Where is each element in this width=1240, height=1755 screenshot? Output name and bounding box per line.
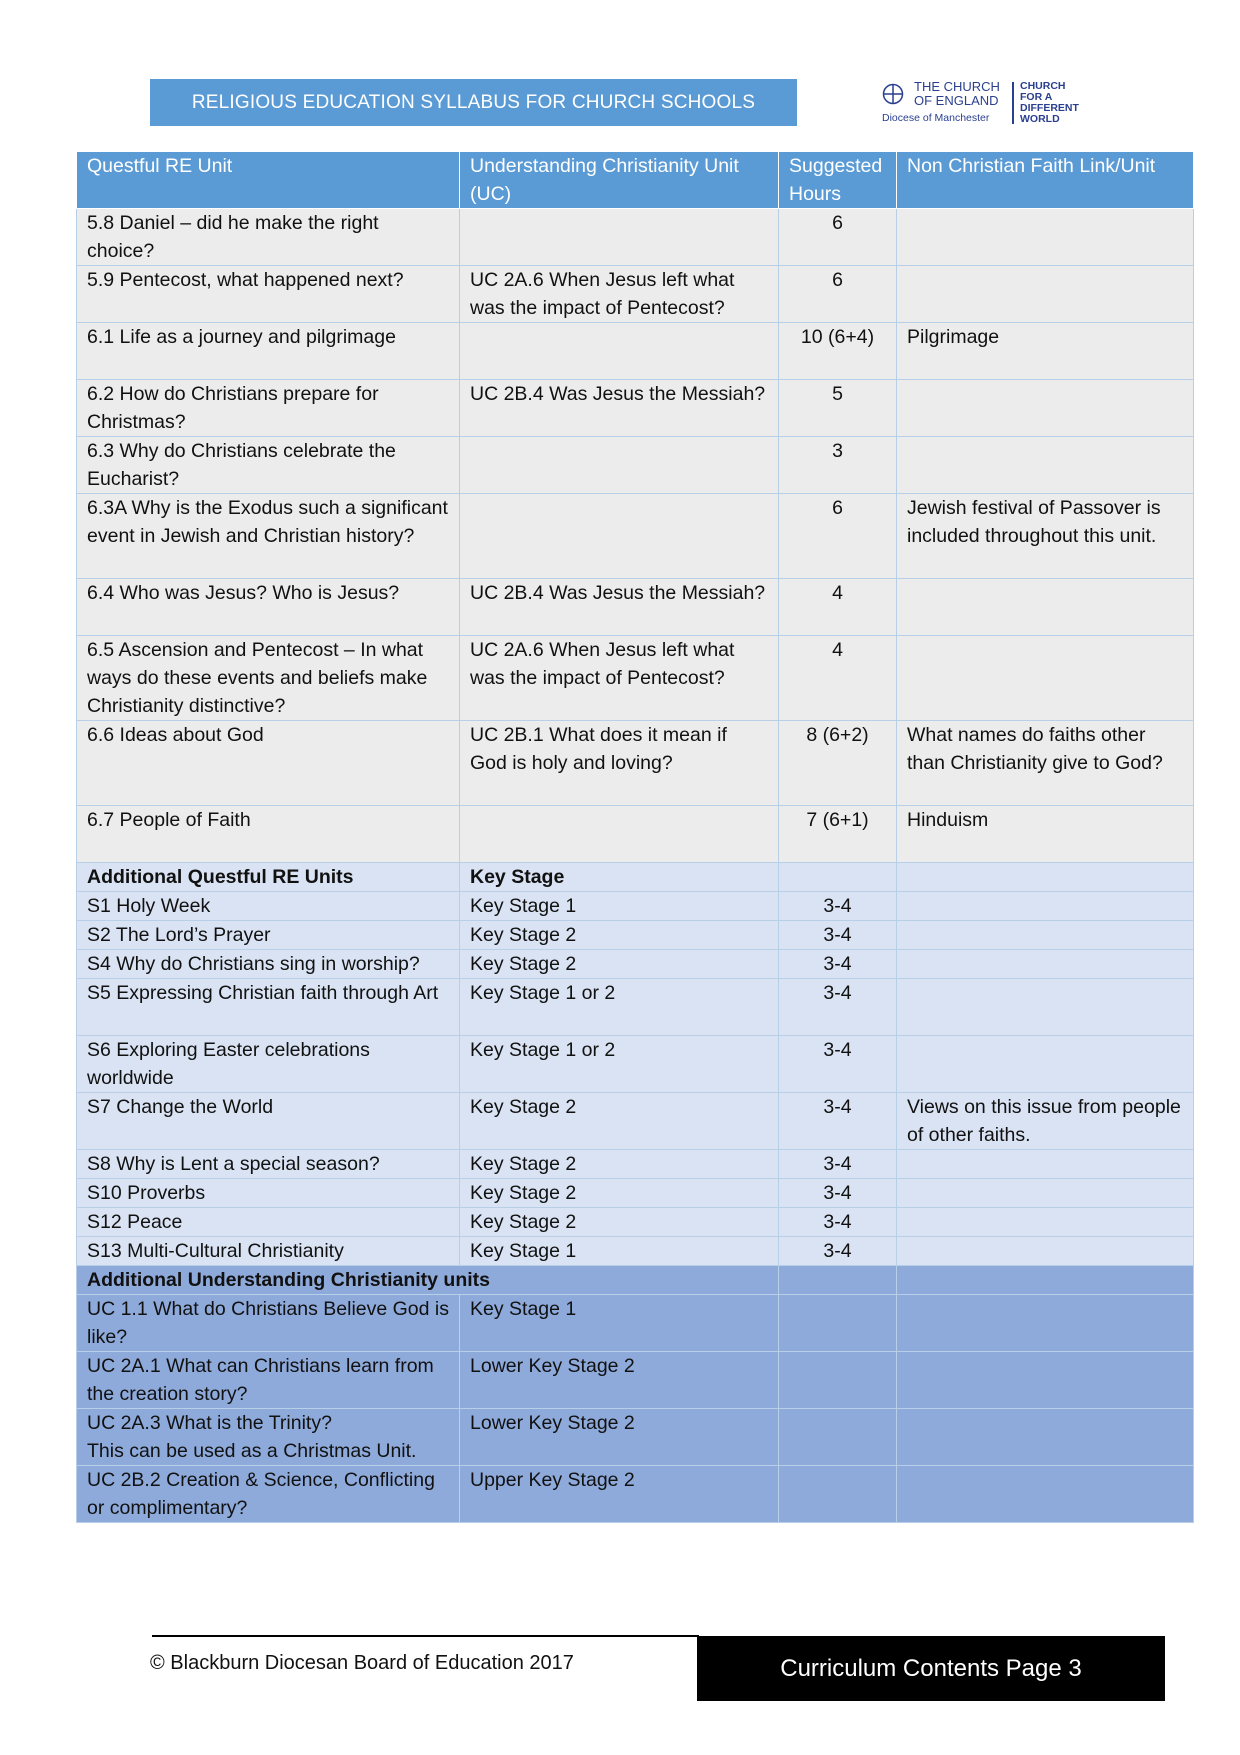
footer-page-label: [697, 1636, 1165, 1701]
unit-cell: 6.2 How do Christians prepare for Christmas?: [77, 380, 460, 437]
section-heading-row: [77, 863, 1194, 892]
unit-cell: S1 Holy Week: [77, 892, 460, 921]
table-row: [77, 1179, 1194, 1208]
hours-cell: 5: [779, 380, 897, 437]
faith-link-cell: [897, 950, 1194, 979]
unit-cell: 6.7 People of Faith: [77, 806, 460, 863]
hours-cell: 3-4: [779, 1179, 897, 1208]
unit-cell: S8 Why is Lent a special season?: [77, 1150, 460, 1179]
church-of-england-text: [914, 80, 1000, 108]
table-row: [77, 1150, 1194, 1179]
table-row: [77, 579, 1194, 636]
unit-title: UC 2A.3 What is the Trinity?: [87, 1412, 332, 1434]
table-row: [77, 1466, 1194, 1523]
table-row: [77, 380, 1194, 437]
unit-cell: 6.5 Ascension and Pentecost – In what ways do these events and beliefs make Christianity distinctive?: [77, 636, 460, 721]
hours-cell: 3: [779, 437, 897, 494]
church-for-a-different-world-text: [1020, 81, 1079, 125]
table-row: [77, 209, 1194, 266]
key-stage-cell: Key Stage 2: [460, 950, 779, 979]
uc-cell: UC 2B.4 Was Jesus the Messiah?: [460, 579, 779, 636]
faith-link-cell: Views on this issue from people of other faiths.: [897, 1093, 1194, 1150]
curriculum-table: [76, 151, 1194, 1523]
unit-cell: S5 Expressing Christian faith through Art: [77, 979, 460, 1036]
faith-link-cell: Jewish festival of Passover is included throughout this unit.: [897, 494, 1194, 579]
unit-cell: 5.9 Pentecost, what happened next?: [77, 266, 460, 323]
unit-cell: S12 Peace: [77, 1208, 460, 1237]
table-row: [77, 636, 1194, 721]
church-cross-icon: [882, 83, 904, 105]
table-row: [77, 1208, 1194, 1237]
unit-cell: 5.8 Daniel – did he make the right choice?: [77, 209, 460, 266]
unit-cell: S13 Multi-Cultural Christianity: [77, 1237, 460, 1266]
uc-cell: UC 2B.4 Was Jesus the Messiah?: [460, 380, 779, 437]
unit-cell: 6.3A Why is the Exodus such a significant event in Jewish and Christian history?: [77, 494, 460, 579]
footer-copyright: © Blackburn Diocesan Board of Education 2017: [150, 1652, 574, 1674]
hours-cell: 6: [779, 494, 897, 579]
faith-link-cell: [897, 266, 1194, 323]
section-heading-key-stage: Key Stage: [460, 863, 779, 892]
key-stage-cell: Key Stage 2: [460, 1179, 779, 1208]
table-row: [77, 1036, 1194, 1093]
faith-link-cell: [897, 1237, 1194, 1266]
unit-cell: 6.3 Why do Christians celebrate the Eucharist?: [77, 437, 460, 494]
unit-note: This can be used as a Christmas Unit.: [87, 1440, 417, 1462]
table-row: [77, 1295, 1194, 1352]
empty-cell: [779, 1409, 897, 1466]
uc-cell: UC 2B.1 What does it mean if God is holy and loving?: [460, 721, 779, 806]
unit-cell: S7 Change the World: [77, 1093, 460, 1150]
unit-cell: S2 The Lord’s Prayer: [77, 921, 460, 950]
hours-cell: 3-4: [779, 950, 897, 979]
hours-cell: 4: [779, 579, 897, 636]
faith-link-cell: [897, 1208, 1194, 1237]
column-header: Non Christian Faith Link/Unit: [897, 152, 1194, 209]
hours-cell: 7 (6+1): [779, 806, 897, 863]
key-stage-cell: Key Stage 2: [460, 921, 779, 950]
key-stage-cell: Upper Key Stage 2: [460, 1466, 779, 1523]
faith-link-cell: Hinduism: [897, 806, 1194, 863]
hours-cell: 3-4: [779, 1150, 897, 1179]
section-heading: Additional Questful RE Units: [77, 863, 460, 892]
faith-link-cell: [897, 437, 1194, 494]
empty-cell: [897, 863, 1194, 892]
table-row: [77, 721, 1194, 806]
section-heading-row: [77, 1266, 1194, 1295]
hours-cell: 10 (6+4): [779, 323, 897, 380]
section-heading: Additional Understanding Christianity units: [77, 1266, 779, 1295]
key-stage-cell: Key Stage 1: [460, 1295, 779, 1352]
column-header: Suggested Hours: [779, 152, 897, 209]
logo-tag-3: DIFFERENT: [1020, 102, 1079, 114]
column-header: Understanding Christianity Unit (UC): [460, 152, 779, 209]
empty-cell: [779, 1352, 897, 1409]
hours-cell: 3-4: [779, 1237, 897, 1266]
empty-cell: [897, 1466, 1194, 1523]
hours-cell: 3-4: [779, 892, 897, 921]
church-logo: [882, 80, 1092, 126]
empty-cell: [779, 863, 897, 892]
page-label-text: Curriculum Contents Page 3: [780, 1654, 1082, 1682]
unit-cell: S6 Exploring Easter celebrations worldwide: [77, 1036, 460, 1093]
uc-cell: UC 2A.6 When Jesus left what was the impact of Pentecost?: [460, 266, 779, 323]
logo-tag-2: FOR A: [1020, 91, 1053, 103]
logo-line-2: OF ENGLAND: [914, 93, 999, 108]
uc-cell: UC 2A.6 When Jesus left what was the impact of Pentecost?: [460, 636, 779, 721]
faith-link-cell: [897, 636, 1194, 721]
faith-link-cell: [897, 579, 1194, 636]
key-stage-cell: Key Stage 2: [460, 1150, 779, 1179]
unit-cell: UC 1.1 What do Christians Believe God is like?: [77, 1295, 460, 1352]
logo-tag-4: WORLD: [1020, 113, 1060, 125]
key-stage-cell: Key Stage 2: [460, 1093, 779, 1150]
empty-cell: [897, 1266, 1194, 1295]
hours-cell: 3-4: [779, 979, 897, 1036]
empty-cell: [779, 1295, 897, 1352]
table-row: [77, 1409, 1194, 1466]
faith-link-cell: [897, 892, 1194, 921]
table-header-row: [77, 152, 1194, 209]
faith-link-cell: [897, 1150, 1194, 1179]
empty-cell: [779, 1266, 897, 1295]
uc-cell: [460, 494, 779, 579]
uc-cell: [460, 323, 779, 380]
uc-cell: [460, 209, 779, 266]
empty-cell: [897, 1295, 1194, 1352]
column-header: Questful RE Unit: [77, 152, 460, 209]
hours-cell: 6: [779, 209, 897, 266]
faith-link-cell: [897, 979, 1194, 1036]
hours-cell: 3-4: [779, 921, 897, 950]
empty-cell: [897, 1409, 1194, 1466]
table-row: [77, 323, 1194, 380]
hours-cell: 4: [779, 636, 897, 721]
unit-cell: UC 2A.1 What can Christians learn from the creation story?: [77, 1352, 460, 1409]
faith-link-cell: [897, 380, 1194, 437]
logo-tag-1: CHURCH: [1020, 80, 1066, 92]
unit-cell: 6.4 Who was Jesus? Who is Jesus?: [77, 579, 460, 636]
table-row: [77, 494, 1194, 579]
unit-cell: UC 2B.2 Creation & Science, Conflicting or complimentary?: [77, 1466, 460, 1523]
unit-cell: [77, 1409, 460, 1466]
uc-cell: [460, 437, 779, 494]
faith-link-cell: What names do faiths other than Christianity give to God?: [897, 721, 1194, 806]
hours-cell: 6: [779, 266, 897, 323]
faith-link-cell: [897, 1036, 1194, 1093]
table-row: [77, 1237, 1194, 1266]
table-row: [77, 892, 1194, 921]
faith-link-cell: [897, 1179, 1194, 1208]
empty-cell: [779, 1466, 897, 1523]
key-stage-cell: Key Stage 2: [460, 1208, 779, 1237]
unit-cell: 6.6 Ideas about God: [77, 721, 460, 806]
table-row: [77, 806, 1194, 863]
unit-cell: S10 Proverbs: [77, 1179, 460, 1208]
footer-rule: [152, 1635, 699, 1637]
empty-cell: [897, 1352, 1194, 1409]
logo-line-1: THE CHURCH: [914, 79, 1000, 94]
unit-cell: S4 Why do Christians sing in worship?: [77, 950, 460, 979]
key-stage-cell: Key Stage 1: [460, 892, 779, 921]
banner-title: RELIGIOUS EDUCATION SYLLABUS FOR CHURCH SCHOOLS: [191, 91, 756, 113]
logo-divider: [1012, 82, 1014, 124]
key-stage-cell: Lower Key Stage 2: [460, 1352, 779, 1409]
hours-cell: 3-4: [779, 1036, 897, 1093]
uc-cell: [460, 806, 779, 863]
table-row: [77, 921, 1194, 950]
table-row: [77, 1352, 1194, 1409]
diocese-text: Diocese of Manchester: [882, 112, 990, 124]
key-stage-cell: Lower Key Stage 2: [460, 1409, 779, 1466]
faith-link-cell: [897, 921, 1194, 950]
key-stage-cell: Key Stage 1 or 2: [460, 979, 779, 1036]
key-stage-cell: Key Stage 1: [460, 1237, 779, 1266]
hours-cell: 3-4: [779, 1093, 897, 1150]
faith-link-cell: Pilgrimage: [897, 323, 1194, 380]
faith-link-cell: [897, 209, 1194, 266]
page-banner: [150, 79, 797, 126]
table-row: [77, 950, 1194, 979]
table-row: [77, 266, 1194, 323]
key-stage-cell: Key Stage 1 or 2: [460, 1036, 779, 1093]
table-row: [77, 979, 1194, 1036]
hours-cell: 3-4: [779, 1208, 897, 1237]
unit-cell: 6.1 Life as a journey and pilgrimage: [77, 323, 460, 380]
hours-cell: 8 (6+2): [779, 721, 897, 806]
table-row: [77, 1093, 1194, 1150]
table-row: [77, 437, 1194, 494]
